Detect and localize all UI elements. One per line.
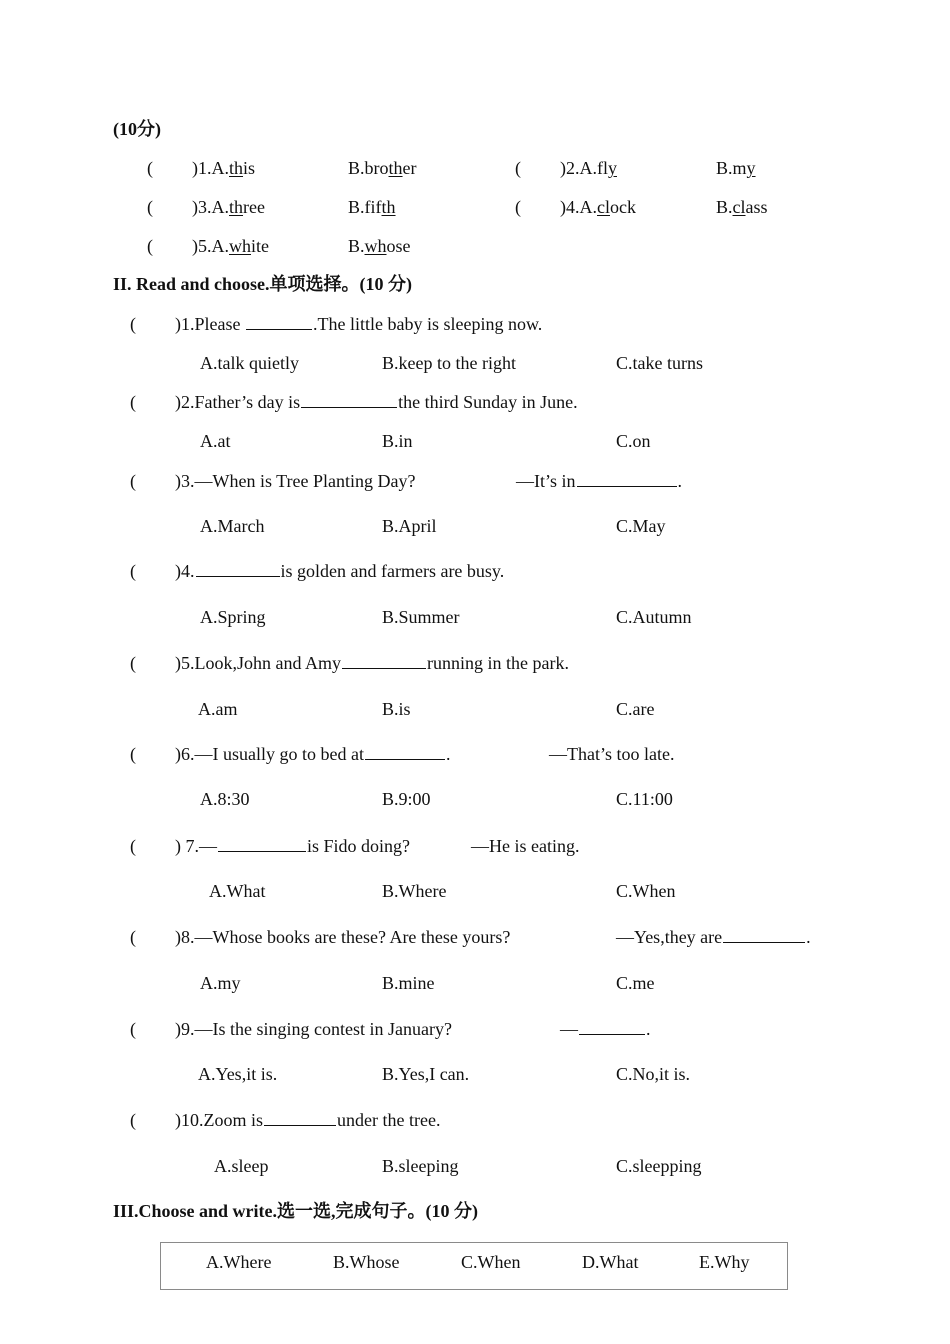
answer-paren-s2q4[interactable]: ( — [130, 561, 136, 581]
word-bank-box — [160, 1242, 788, 1290]
answer-blank[interactable] — [577, 470, 677, 487]
s2q3-option-a: A.March — [200, 516, 265, 536]
s1q4-option-a: )4.A.clock — [560, 197, 636, 217]
answer-paren-s1q2[interactable]: ( — [515, 158, 521, 178]
s2q3-reply: —It’s in . — [516, 471, 683, 491]
s2q5-stem: )5.Look,John and Amy running in the park. — [175, 653, 569, 673]
answer-blank[interactable] — [246, 313, 312, 330]
answer-blank[interactable] — [301, 391, 397, 408]
word-bank-option: C.When — [461, 1252, 521, 1272]
word-bank-option: A.Where — [206, 1252, 272, 1272]
answer-paren-s1q4[interactable]: ( — [515, 197, 521, 217]
answer-blank[interactable] — [196, 560, 280, 577]
s2q2-option-b: B.in — [382, 431, 413, 451]
s2q6-stem: )6.—I usually go to bed at . — [175, 744, 451, 764]
s1q1-option-b: B.brother — [348, 158, 417, 178]
s2q10-option-c: C.sleepping — [616, 1156, 702, 1176]
word-bank-option: E.Why — [699, 1252, 750, 1272]
s2q5-option-c: C.are — [616, 699, 655, 719]
answer-paren-s1q3[interactable]: ( — [147, 197, 153, 217]
s2q1-option-b: B.keep to the right — [382, 353, 516, 373]
s2q4-option-a: A.Spring — [200, 607, 266, 627]
s2q4-option-c: C.Autumn — [616, 607, 692, 627]
s2q10-stem: )10.Zoom is under the tree. — [175, 1110, 441, 1130]
word-bank-option: B.Whose — [333, 1252, 400, 1272]
answer-blank[interactable] — [264, 1109, 336, 1126]
s2q9-reply: — . — [560, 1019, 651, 1039]
answer-paren-s2q8[interactable]: ( — [130, 927, 136, 947]
s1q5-option-b: B.whose — [348, 236, 411, 256]
s1q1-option-a: )1.A.this — [192, 158, 256, 178]
s2q3-option-c: C.May — [616, 516, 666, 536]
s2q4-stem: )4. is golden and farmers are busy. — [175, 561, 505, 581]
s2q9-option-b: B.Yes,I can. — [382, 1064, 470, 1084]
s2q5-option-b: B.is — [382, 699, 411, 719]
answer-paren-s2q9[interactable]: ( — [130, 1019, 136, 1039]
s2q8-option-a: A.my — [200, 973, 241, 993]
s1q3-option-b: B.fifth — [348, 197, 396, 217]
s2q6-option-c: C.11:00 — [616, 789, 673, 809]
s2q9-stem: )9.—Is the singing contest in January? — [175, 1019, 452, 1039]
s2q7-stem: ) 7.— is Fido doing? — [175, 836, 411, 856]
s2q7-reply: —He is eating. — [471, 836, 580, 856]
answer-blank[interactable] — [218, 835, 306, 852]
s1q5-option-a: )5.A.white — [192, 236, 269, 256]
answer-blank[interactable] — [723, 926, 805, 943]
s2q2-option-c: C.on — [616, 431, 651, 451]
s2q10-option-b: B.sleeping — [382, 1156, 459, 1176]
answer-paren-s2q10[interactable]: ( — [130, 1110, 136, 1130]
answer-blank[interactable] — [579, 1018, 645, 1035]
s2q1-option-a: A.talk quietly — [200, 353, 299, 373]
answer-blank[interactable] — [342, 652, 426, 669]
answer-paren-s2q2[interactable]: ( — [130, 392, 136, 412]
s2q10-option-a: A.sleep — [214, 1156, 269, 1176]
answer-blank[interactable] — [365, 743, 445, 760]
s2q9-option-c: C.No,it is. — [616, 1064, 691, 1084]
s1q3-option-a: )3.A.three — [192, 197, 265, 217]
s2q4-option-b: B.Summer — [382, 607, 460, 627]
s2q8-option-b: B.mine — [382, 973, 435, 993]
s2q6-reply: —That’s too late. — [549, 744, 675, 764]
answer-paren-s2q5[interactable]: ( — [130, 653, 136, 673]
answer-paren-s1q1[interactable]: ( — [147, 158, 153, 178]
s2q3-option-b: B.April — [382, 516, 437, 536]
s1q2-option-b: B.my — [716, 158, 756, 178]
answer-paren-s2q1[interactable]: ( — [130, 314, 136, 334]
answer-paren-s1q5[interactable]: ( — [147, 236, 153, 256]
s1q4-option-b: B.class — [716, 197, 768, 217]
word-bank-option: D.What — [582, 1252, 639, 1272]
s2q5-option-a: A.am — [198, 699, 238, 719]
s2q6-option-a: A.8:30 — [200, 789, 250, 809]
s2q8-reply: —Yes,they are . — [616, 927, 811, 947]
answer-paren-s2q3[interactable]: ( — [130, 471, 136, 491]
s2q8-stem: )8.—Whose books are these? Are these yours? — [175, 927, 511, 947]
s2q1-stem: )1.Please .The little baby is sleeping now. — [175, 314, 543, 334]
section1-score: (10分) — [113, 119, 161, 139]
s2q6-option-b: B.9:00 — [382, 789, 431, 809]
s2q8-option-c: C.me — [616, 973, 655, 993]
s2q2-option-a: A.at — [200, 431, 231, 451]
s1q2-option-a: )2.A.fly — [560, 158, 617, 178]
answer-paren-s2q7[interactable]: ( — [130, 836, 136, 856]
s2q3-stem: )3.—When is Tree Planting Day? — [175, 471, 416, 491]
s2q7-option-b: B.Where — [382, 881, 447, 901]
s2q2-stem: )2.Father’s day is the third Sunday in June. — [175, 392, 578, 412]
s2q9-option-a: A.Yes,it is. — [198, 1064, 278, 1084]
s2q1-option-c: C.take turns — [616, 353, 703, 373]
answer-paren-s2q6[interactable]: ( — [130, 744, 136, 764]
section2-title: II. Read and choose.单项选择。(10 分) — [113, 274, 413, 294]
section3-title: III.Choose and write.选一选,完成句子。(10 分) — [113, 1201, 478, 1221]
s2q7-option-a: A.What — [209, 881, 266, 901]
s2q7-option-c: C.When — [616, 881, 676, 901]
